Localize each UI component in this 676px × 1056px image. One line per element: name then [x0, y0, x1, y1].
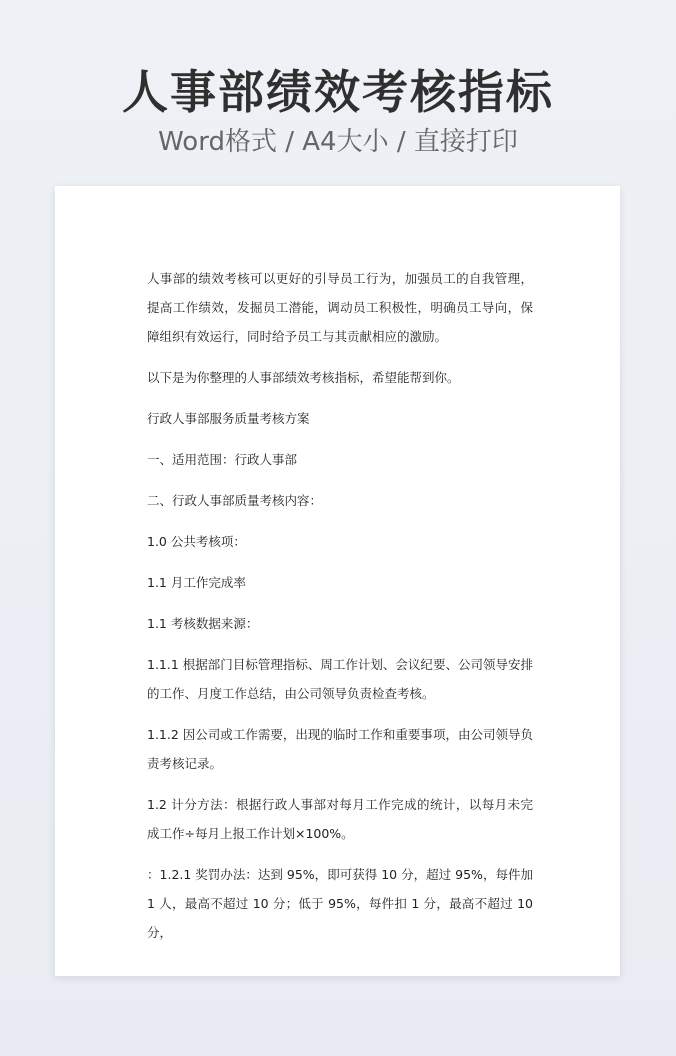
page-subtitle: Word格式 / A4大小 / 直接打印 — [158, 127, 518, 157]
paragraph-item-1-2-1: ：1.2.1 奖罚办法：达到 95%，即可获得 10 分，超过 95%，每件加 1 人，最高不超过 10 分；低于 95%，每件扣 1 分，最高不超过 10 分， — [147, 867, 533, 940]
paragraph-item-1-2: 1.2 计分方法：根据行政人事部对每月工作完成的统计，以每月未完成工作÷每月上报工作计划×100%。 — [147, 797, 533, 841]
paragraph-item-1-1: 1.1 月工作完成率 — [147, 575, 246, 590]
paragraph-content-heading: 二、行政人事部质量考核内容： — [147, 493, 323, 508]
paragraph-lead: 以下是为你整理的人事部绩效考核指标，希望能帮到你。 — [147, 370, 460, 385]
paragraph-item-1-0: 1.0 公共考核项： — [147, 534, 246, 549]
paragraph-item-1-1-2: 1.1.2 因公司或工作需要，出现的临时工作和重要事项，由公司领导负责考核记录。 — [147, 727, 533, 771]
page-title: 人事部绩效考核指标 — [122, 65, 554, 119]
paragraph-plan-title: 行政人事部服务质量考核方案 — [147, 411, 310, 426]
paragraph-scope: 一、适用范围：行政人事部 — [147, 452, 298, 467]
page-header — [0, 62, 676, 160]
document-body — [147, 264, 533, 959]
document-page — [55, 186, 620, 976]
paragraph-item-1-1-source: 1.1 考核数据来源： — [147, 616, 259, 631]
paragraph-item-1-1-1: 1.1.1 根据部门目标管理指标、周工作计划、会议纪要、公司领导安排的工作、月度工作总结，由公司领导负责检查考核。 — [147, 657, 533, 701]
paragraph-intro: 人事部的绩效考核可以更好的引导员工行为，加强员工的自我管理，提高工作绩效，发掘员工潜能，调动员工积极性，明确员工导向，保障组织有效运行，同时给予员工与其贡献相应的激励。 — [147, 271, 533, 344]
